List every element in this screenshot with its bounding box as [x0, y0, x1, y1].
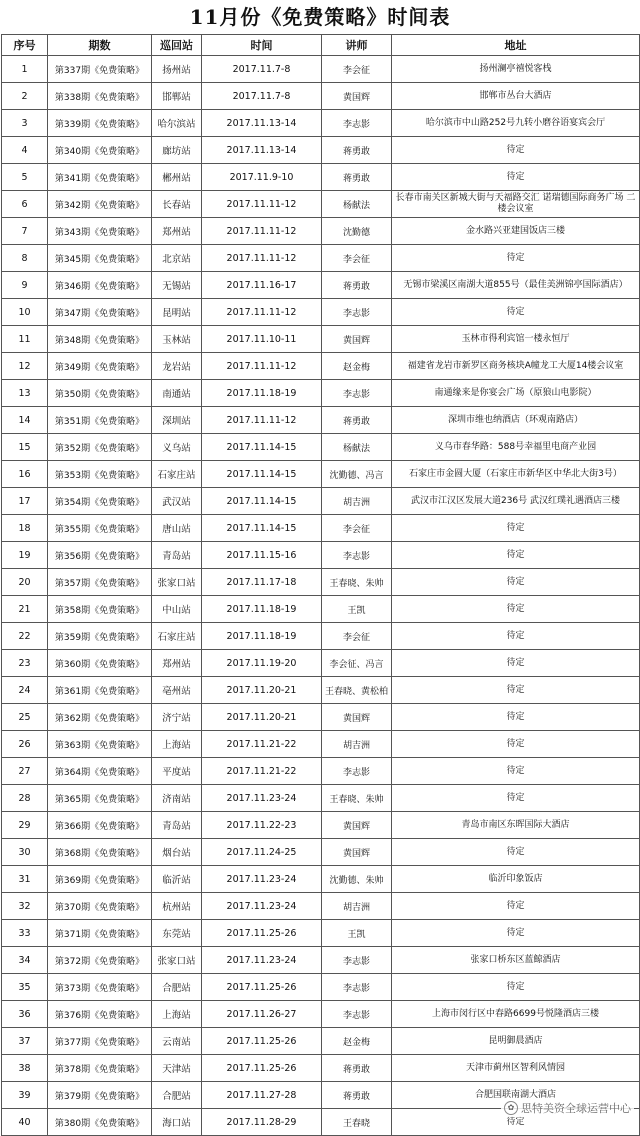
cell-lecturer: 沈勤德、冯言 — [322, 461, 392, 488]
cell-time: 2017.11.11-12 — [202, 299, 322, 326]
cell-time: 2017.11.19-20 — [202, 650, 322, 677]
cell-index: 27 — [2, 758, 48, 785]
cell-time: 2017.11.25-26 — [202, 1028, 322, 1055]
cell-time: 2017.11.21-22 — [202, 731, 322, 758]
cell-index: 4 — [2, 137, 48, 164]
cell-index: 26 — [2, 731, 48, 758]
cell-address: 金水路兴亚建国饭店三楼 — [392, 218, 640, 245]
table-row — [2, 83, 640, 110]
cell-index: 9 — [2, 272, 48, 299]
cell-index: 3 — [2, 110, 48, 137]
cell-station: 济宁站 — [152, 704, 202, 731]
cell-lecturer: 胡吉洲 — [322, 731, 392, 758]
table-row — [2, 326, 640, 353]
cell-address: 待定 — [392, 677, 640, 704]
cell-address: 邯郸市丛台大酒店 — [392, 83, 640, 110]
cell-time: 2017.11.15-16 — [202, 542, 322, 569]
cell-session: 第358期《免费策略》 — [48, 596, 152, 623]
cell-time: 2017.11.13-14 — [202, 110, 322, 137]
cell-station: 无锡站 — [152, 272, 202, 299]
cell-lecturer: 李志影 — [322, 299, 392, 326]
cell-time: 2017.11.14-15 — [202, 515, 322, 542]
cell-session: 第346期《免费策略》 — [48, 272, 152, 299]
cell-time: 2017.11.14-15 — [202, 461, 322, 488]
cell-lecturer: 李会征 — [322, 245, 392, 272]
cell-address: 待定 — [392, 569, 640, 596]
cell-session: 第347期《免费策略》 — [48, 299, 152, 326]
cell-station: 廊坊站 — [152, 137, 202, 164]
cell-time: 2017.11.23-24 — [202, 893, 322, 920]
cell-lecturer: 王凯 — [322, 596, 392, 623]
table-body — [2, 56, 640, 1136]
cell-session: 第368期《免费策略》 — [48, 839, 152, 866]
cell-address: 合肥国联南湖大酒店 — [392, 1082, 640, 1109]
cell-address: 待定 — [392, 299, 640, 326]
cell-time: 2017.11.11-12 — [202, 218, 322, 245]
cell-address: 南通缘来是你宴会广场（原狼山电影院） — [392, 380, 640, 407]
cell-session: 第380期《免费策略》 — [48, 1109, 152, 1136]
cell-time: 2017.11.25-26 — [202, 920, 322, 947]
table-row — [2, 704, 640, 731]
cell-address: 待定 — [392, 1109, 640, 1136]
cell-session: 第370期《免费策略》 — [48, 893, 152, 920]
cell-session: 第342期《免费策略》 — [48, 191, 152, 218]
cell-address: 待定 — [392, 758, 640, 785]
cell-lecturer: 李会征、冯言 — [322, 650, 392, 677]
cell-lecturer: 李志影 — [322, 1001, 392, 1028]
cell-session: 第360期《免费策略》 — [48, 650, 152, 677]
cell-time: 2017.11.27-28 — [202, 1082, 322, 1109]
cell-lecturer: 沈勤德 — [322, 218, 392, 245]
cell-index: 18 — [2, 515, 48, 542]
cell-lecturer: 李志影 — [322, 758, 392, 785]
cell-address: 待定 — [392, 785, 640, 812]
table-row — [2, 758, 640, 785]
cell-address: 扬州澜亭禧悦客栈 — [392, 56, 640, 83]
cell-time: 2017.11.26-27 — [202, 1001, 322, 1028]
table-row — [2, 299, 640, 326]
cell-lecturer: 黄国辉 — [322, 83, 392, 110]
cell-station: 石家庄站 — [152, 461, 202, 488]
cell-session: 第372期《免费策略》 — [48, 947, 152, 974]
cell-session: 第362期《免费策略》 — [48, 704, 152, 731]
cell-lecturer: 黄国辉 — [322, 704, 392, 731]
watermark-text: 思特美资全球运营中心 — [521, 1102, 631, 1115]
cell-lecturer: 李会征 — [322, 56, 392, 83]
table-row — [2, 947, 640, 974]
cell-index: 19 — [2, 542, 48, 569]
table-row — [2, 839, 640, 866]
header-time: 时间 — [202, 35, 322, 56]
cell-session: 第357期《免费策略》 — [48, 569, 152, 596]
cell-index: 33 — [2, 920, 48, 947]
cell-time: 2017.11.11-12 — [202, 245, 322, 272]
cell-station: 合肥站 — [152, 974, 202, 1001]
cell-session: 第341期《免费策略》 — [48, 164, 152, 191]
cell-session: 第339期《免费策略》 — [48, 110, 152, 137]
cell-time: 2017.11.11-12 — [202, 353, 322, 380]
cell-session: 第349期《免费策略》 — [48, 353, 152, 380]
cell-address: 待定 — [392, 974, 640, 1001]
cell-address: 深圳市维也纳酒店（环观南路店） — [392, 407, 640, 434]
table-row — [2, 380, 640, 407]
cell-session: 第363期《免费策略》 — [48, 731, 152, 758]
cell-index: 13 — [2, 380, 48, 407]
cell-address: 待定 — [392, 650, 640, 677]
page-title: 11月份《免费策略》时间表 — [189, 5, 451, 29]
cell-index: 31 — [2, 866, 48, 893]
cell-time: 2017.11.7-8 — [202, 83, 322, 110]
cell-time: 2017.11.23-24 — [202, 785, 322, 812]
cell-session: 第348期《免费策略》 — [48, 326, 152, 353]
cell-address: 临沂印象饭店 — [392, 866, 640, 893]
cell-lecturer: 杨献法 — [322, 434, 392, 461]
cell-lecturer: 李会征 — [322, 515, 392, 542]
cell-station: 义乌站 — [152, 434, 202, 461]
cell-station: 张家口站 — [152, 569, 202, 596]
cell-session: 第338期《免费策略》 — [48, 83, 152, 110]
cell-address: 福建省龙岩市新罗区商务核块A幢龙工大厦14楼会议室 — [392, 353, 640, 380]
cell-station: 深圳站 — [152, 407, 202, 434]
cell-station: 中山站 — [152, 596, 202, 623]
cell-lecturer: 李志影 — [322, 380, 392, 407]
cell-index: 21 — [2, 596, 48, 623]
cell-address: 天津市蓟州区智利风情园 — [392, 1055, 640, 1082]
cell-lecturer: 胡吉洲 — [322, 488, 392, 515]
schedule-table — [1, 34, 640, 1136]
table-row — [2, 218, 640, 245]
cell-index: 20 — [2, 569, 48, 596]
cell-lecturer: 李志影 — [322, 110, 392, 137]
cell-session: 第353期《免费策略》 — [48, 461, 152, 488]
cell-lecturer: 杨献法 — [322, 191, 392, 218]
cell-lecturer: 蒋勇敢 — [322, 137, 392, 164]
cell-address: 待定 — [392, 542, 640, 569]
table-row — [2, 434, 640, 461]
cell-address: 待定 — [392, 623, 640, 650]
cell-station: 昆明站 — [152, 299, 202, 326]
cell-station: 亳州站 — [152, 677, 202, 704]
table-row — [2, 137, 640, 164]
cell-address: 上海市闵行区中春路6699号悦隆酒店三楼 — [392, 1001, 640, 1028]
cell-time: 2017.11.28-29 — [202, 1109, 322, 1136]
cell-station: 烟台站 — [152, 839, 202, 866]
cell-index: 30 — [2, 839, 48, 866]
table-row — [2, 785, 640, 812]
cell-index: 35 — [2, 974, 48, 1001]
cell-lecturer: 王凯 — [322, 920, 392, 947]
cell-lecturer: 蒋勇敢 — [322, 407, 392, 434]
table-row — [2, 974, 640, 1001]
cell-index: 34 — [2, 947, 48, 974]
cell-address: 待定 — [392, 731, 640, 758]
cell-session: 第359期《免费策略》 — [48, 623, 152, 650]
cell-time: 2017.11.17-18 — [202, 569, 322, 596]
cell-station: 临沂站 — [152, 866, 202, 893]
cell-address: 待定 — [392, 596, 640, 623]
watermark — [501, 1099, 634, 1117]
cell-lecturer: 沈勤德、朱帅 — [322, 866, 392, 893]
cell-index: 6 — [2, 191, 48, 218]
table-row — [2, 866, 640, 893]
cell-station: 郴州站 — [152, 164, 202, 191]
cell-station: 海口站 — [152, 1109, 202, 1136]
cell-lecturer: 王春晓、朱帅 — [322, 785, 392, 812]
cell-index: 7 — [2, 218, 48, 245]
cell-index: 10 — [2, 299, 48, 326]
cell-session: 第376期《免费策略》 — [48, 1001, 152, 1028]
cell-time: 2017.11.11-12 — [202, 191, 322, 218]
cell-station: 平度站 — [152, 758, 202, 785]
cell-station: 青岛站 — [152, 812, 202, 839]
cell-index: 29 — [2, 812, 48, 839]
cell-lecturer: 蒋勇敢 — [322, 272, 392, 299]
cell-station: 张家口站 — [152, 947, 202, 974]
cell-address: 哈尔滨市中山路252号九转小磨谷语宴宾会厅 — [392, 110, 640, 137]
cell-time: 2017.11.24-25 — [202, 839, 322, 866]
cell-station: 北京站 — [152, 245, 202, 272]
cell-index: 25 — [2, 704, 48, 731]
cell-address: 长春市南关区新城大街与天福路交汇 诺瑞德国际商务广场 二楼会议室 — [392, 191, 640, 218]
cell-lecturer: 蒋勇敢 — [322, 1082, 392, 1109]
cell-index: 23 — [2, 650, 48, 677]
table-row — [2, 245, 640, 272]
cell-lecturer: 黄国辉 — [322, 812, 392, 839]
table-row — [2, 623, 640, 650]
cell-session: 第361期《免费策略》 — [48, 677, 152, 704]
table-row — [2, 110, 640, 137]
cell-session: 第356期《免费策略》 — [48, 542, 152, 569]
table-row — [2, 353, 640, 380]
table-row — [2, 1028, 640, 1055]
cell-station: 武汉站 — [152, 488, 202, 515]
cell-index: 39 — [2, 1082, 48, 1109]
header-session: 期数 — [48, 35, 152, 56]
cell-time: 2017.11.16-17 — [202, 272, 322, 299]
cell-station: 南通站 — [152, 380, 202, 407]
table-header-row — [2, 35, 640, 56]
cell-session: 第340期《免费策略》 — [48, 137, 152, 164]
cell-station: 唐山站 — [152, 515, 202, 542]
table-row — [2, 542, 640, 569]
cell-index: 16 — [2, 461, 48, 488]
cell-session: 第355期《免费策略》 — [48, 515, 152, 542]
cell-lecturer: 李志影 — [322, 542, 392, 569]
table-row — [2, 515, 640, 542]
table-row — [2, 191, 640, 218]
cell-session: 第371期《免费策略》 — [48, 920, 152, 947]
cell-station: 云南站 — [152, 1028, 202, 1055]
table-row — [2, 812, 640, 839]
table-row — [2, 677, 640, 704]
cell-index: 2 — [2, 83, 48, 110]
cell-session: 第337期《免费策略》 — [48, 56, 152, 83]
cell-station: 郑州站 — [152, 650, 202, 677]
cell-lecturer: 胡吉洲 — [322, 893, 392, 920]
header-address: 地址 — [392, 35, 640, 56]
cell-address: 青岛市南区东晖国际大酒店 — [392, 812, 640, 839]
table-row — [2, 272, 640, 299]
cell-station: 哈尔滨站 — [152, 110, 202, 137]
cell-time: 2017.11.25-26 — [202, 974, 322, 1001]
cell-session: 第369期《免费策略》 — [48, 866, 152, 893]
cell-station: 扬州站 — [152, 56, 202, 83]
cell-lecturer: 蒋勇敢 — [322, 1055, 392, 1082]
cell-address: 昆明御晨酒店 — [392, 1028, 640, 1055]
cell-station: 长春站 — [152, 191, 202, 218]
cell-time: 2017.11.10-11 — [202, 326, 322, 353]
table-row — [2, 596, 640, 623]
cell-time: 2017.11.7-8 — [202, 56, 322, 83]
table-row — [2, 56, 640, 83]
cell-session: 第377期《免费策略》 — [48, 1028, 152, 1055]
header-lecturer: 讲师 — [322, 35, 392, 56]
cell-session: 第351期《免费策略》 — [48, 407, 152, 434]
cell-lecturer: 赵金梅 — [322, 1028, 392, 1055]
cell-station: 合肥站 — [152, 1082, 202, 1109]
cell-time: 2017.11.9-10 — [202, 164, 322, 191]
cell-session: 第364期《免费策略》 — [48, 758, 152, 785]
cell-time: 2017.11.13-14 — [202, 137, 322, 164]
header-station: 巡回站 — [152, 35, 202, 56]
cell-index: 14 — [2, 407, 48, 434]
cell-index: 40 — [2, 1109, 48, 1136]
cell-index: 22 — [2, 623, 48, 650]
cell-index: 38 — [2, 1055, 48, 1082]
cell-index: 12 — [2, 353, 48, 380]
cell-session: 第378期《免费策略》 — [48, 1055, 152, 1082]
cell-station: 上海站 — [152, 1001, 202, 1028]
cell-time: 2017.11.21-22 — [202, 758, 322, 785]
cell-address: 石家庄市金圆大厦（石家庄市新华区中华北大街3号） — [392, 461, 640, 488]
cell-session: 第350期《免费策略》 — [48, 380, 152, 407]
cell-index: 32 — [2, 893, 48, 920]
cell-address: 待定 — [392, 920, 640, 947]
cell-time: 2017.11.20-21 — [202, 704, 322, 731]
cell-lecturer: 赵金梅 — [322, 353, 392, 380]
cell-index: 17 — [2, 488, 48, 515]
cell-time: 2017.11.25-26 — [202, 1055, 322, 1082]
cell-address: 待定 — [392, 137, 640, 164]
cell-time: 2017.11.14-15 — [202, 434, 322, 461]
cell-address: 待定 — [392, 893, 640, 920]
cell-address: 玉林市得利宾馆一楼永恒厅 — [392, 326, 640, 353]
cell-session: 第343期《免费策略》 — [48, 218, 152, 245]
cell-station: 济南站 — [152, 785, 202, 812]
cell-address: 张家口桥东区蓝鲸酒店 — [392, 947, 640, 974]
cell-address: 武汉市江汉区发展大道236号 武汉红璞礼遇酒店三楼 — [392, 488, 640, 515]
table-row — [2, 731, 640, 758]
cell-station: 石家庄站 — [152, 623, 202, 650]
cell-index: 11 — [2, 326, 48, 353]
cell-station: 玉林站 — [152, 326, 202, 353]
cell-station: 杭州站 — [152, 893, 202, 920]
cell-station: 邯郸站 — [152, 83, 202, 110]
wechat-icon: ✿ — [504, 1101, 518, 1115]
cell-session: 第366期《免费策略》 — [48, 812, 152, 839]
cell-time: 2017.11.23-24 — [202, 866, 322, 893]
cell-lecturer: 李会征 — [322, 623, 392, 650]
cell-time: 2017.11.18-19 — [202, 623, 322, 650]
cell-time: 2017.11.20-21 — [202, 677, 322, 704]
cell-lecturer: 黄国辉 — [322, 839, 392, 866]
cell-time: 2017.11.22-23 — [202, 812, 322, 839]
cell-lecturer: 王春晓、黄松柏 — [322, 677, 392, 704]
cell-station: 龙岩站 — [152, 353, 202, 380]
cell-time: 2017.11.23-24 — [202, 947, 322, 974]
cell-session: 第354期《免费策略》 — [48, 488, 152, 515]
cell-index: 15 — [2, 434, 48, 461]
cell-index: 36 — [2, 1001, 48, 1028]
cell-session: 第379期《免费策略》 — [48, 1082, 152, 1109]
cell-lecturer: 蒋勇敢 — [322, 164, 392, 191]
table-row — [2, 1001, 640, 1028]
cell-index: 24 — [2, 677, 48, 704]
cell-address: 待定 — [392, 515, 640, 542]
table-row — [2, 893, 640, 920]
cell-session: 第345期《免费策略》 — [48, 245, 152, 272]
cell-session: 第352期《免费策略》 — [48, 434, 152, 461]
table-row — [2, 461, 640, 488]
cell-time: 2017.11.18-19 — [202, 380, 322, 407]
cell-station: 青岛站 — [152, 542, 202, 569]
cell-lecturer: 李志影 — [322, 974, 392, 1001]
cell-lecturer: 李志影 — [322, 947, 392, 974]
cell-lecturer: 黄国辉 — [322, 326, 392, 353]
table-row — [2, 488, 640, 515]
cell-address: 待定 — [392, 839, 640, 866]
cell-station: 东莞站 — [152, 920, 202, 947]
cell-index: 28 — [2, 785, 48, 812]
table-row — [2, 650, 640, 677]
cell-time: 2017.11.18-19 — [202, 596, 322, 623]
cell-lecturer: 王春晓、朱帅 — [322, 569, 392, 596]
cell-index: 37 — [2, 1028, 48, 1055]
table-row — [2, 569, 640, 596]
cell-address: 待定 — [392, 245, 640, 272]
cell-lecturer: 王春晓 — [322, 1109, 392, 1136]
cell-time: 2017.11.14-15 — [202, 488, 322, 515]
cell-time: 2017.11.11-12 — [202, 407, 322, 434]
cell-address: 待定 — [392, 704, 640, 731]
cell-address: 无锡市梁溪区南湖大道855号（最佳美洲锦亭国际酒店） — [392, 272, 640, 299]
cell-index: 5 — [2, 164, 48, 191]
table-row — [2, 920, 640, 947]
cell-station: 天津站 — [152, 1055, 202, 1082]
table-row — [2, 164, 640, 191]
cell-station: 郑州站 — [152, 218, 202, 245]
cell-address: 义乌市春华路：588号幸福里电商产业园 — [392, 434, 640, 461]
cell-station: 上海站 — [152, 731, 202, 758]
cell-index: 1 — [2, 56, 48, 83]
cell-index: 8 — [2, 245, 48, 272]
cell-session: 第373期《免费策略》 — [48, 974, 152, 1001]
header-index: 序号 — [2, 35, 48, 56]
cell-session: 第365期《免费策略》 — [48, 785, 152, 812]
cell-address: 待定 — [392, 164, 640, 191]
table-row — [2, 407, 640, 434]
table-row — [2, 1055, 640, 1082]
